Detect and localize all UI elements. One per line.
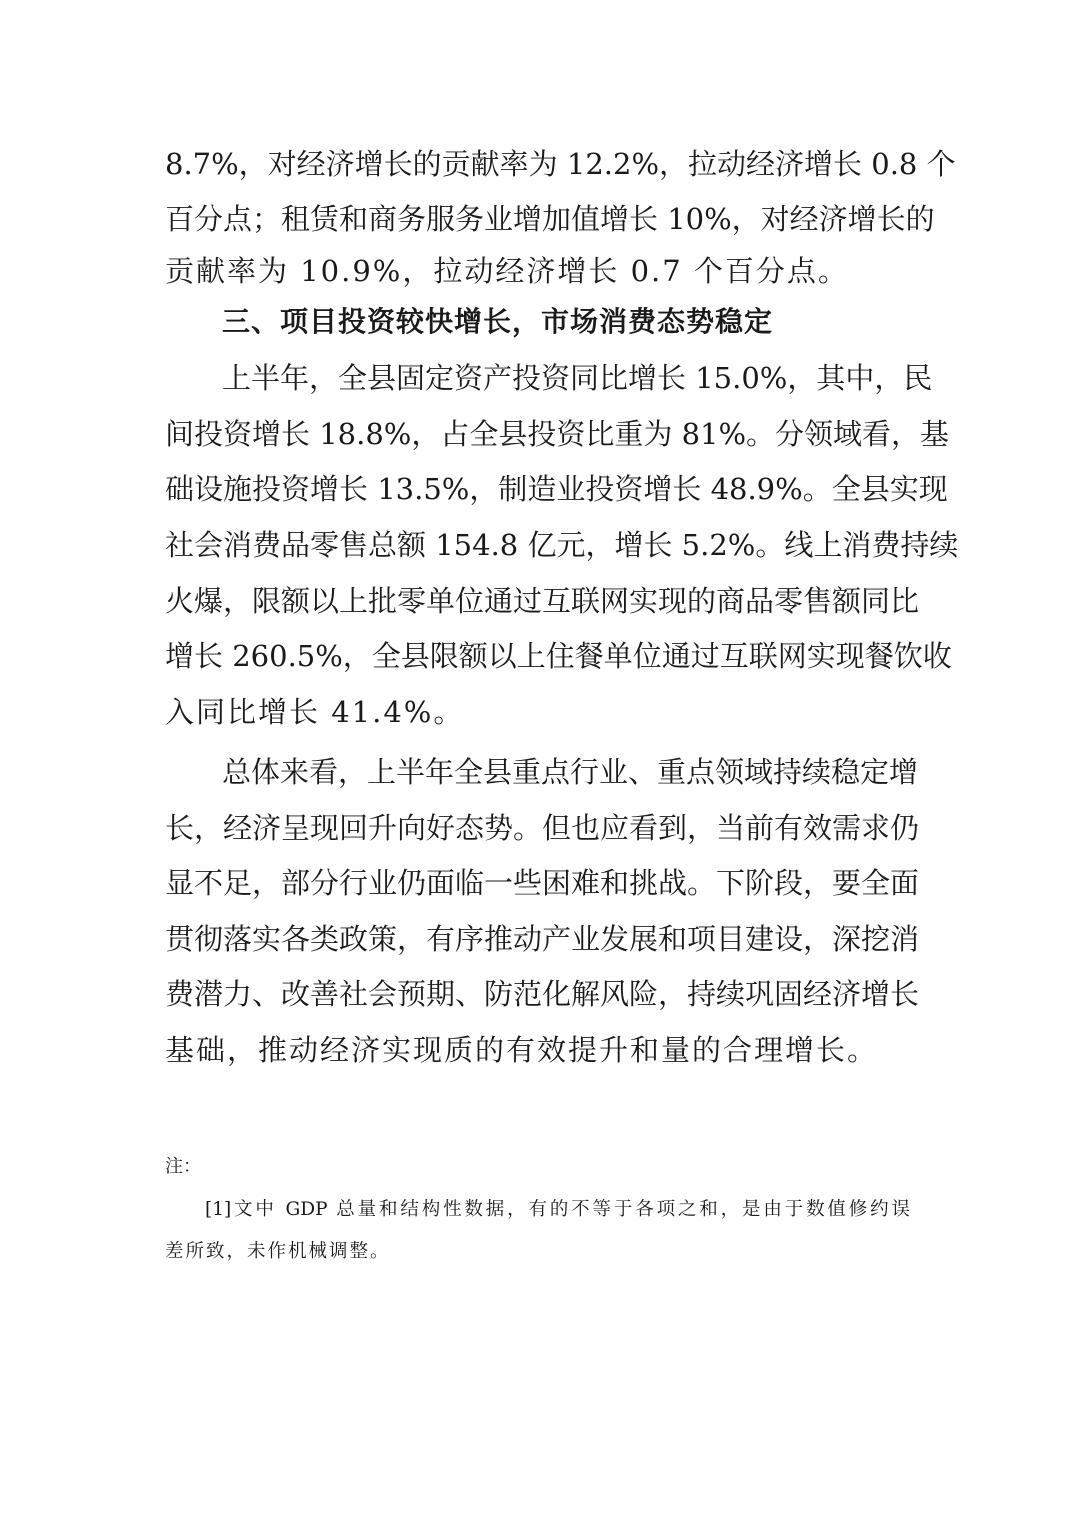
paragraph-2-line-3: 础设施投资增长 13.5%，制造业投资增长 48.9%。全县实现 [165,472,948,506]
paragraph-3-line-5: 费潜力、改善社会预期、防范化解风险，持续巩固经济增长 [165,977,920,1011]
section-heading: 三、项目投资较快增长，市场消费态势稳定 [222,305,774,338]
paragraph-2-line-5: 火爆，限额以上批零单位通过互联网实现的商品零售额同比 [165,584,920,618]
note-label: 注： [165,1156,201,1177]
paragraph-3-line-2: 长，经济呈现回升向好态势。但也应看到，当前有效需求仍 [165,811,920,845]
note-line-2: 差所致，未作机械调整。 [165,1241,391,1262]
paragraph-1-line-2: 百分点；租赁和商务服务业增加值增长 10%，对经济增长的 [165,202,935,236]
paragraph-1-line-3: 贡献率为 10.9%，拉动经济增长 0.7 个百分点。 [165,254,849,288]
paragraph-2-line-7: 入同比增长 41.4%。 [165,695,465,729]
paragraph-3-line-3: 显不足，部分行业仍面临一些困难和挑战。下阶段，要全面 [165,866,920,900]
paragraph-1-line-1: 8.7%，对经济增长的贡献率为 12.2%，拉动经济增长 0.8 个 [165,147,956,181]
paragraph-2-line-1: 上半年，全县固定资产投资同比增长 15.0%，其中，民 [222,361,933,395]
paragraph-3-line-4: 贯彻落实各类政策，有序推动产业发展和项目建设，深挖消 [165,922,920,956]
note-line-1: [1]文中 GDP 总量和结构性数据，有的不等于各项之和，是由于数值修约误 [205,1199,910,1220]
paragraph-3-line-6: 基础，推动经济实现质的有效提升和量的合理增长。 [165,1033,879,1067]
paragraph-2-line-4: 社会消费品零售总额 154.8 亿元，增长 5.2%。线上消费持续 [165,528,959,562]
paragraph-3-line-1: 总体来看，上半年全县重点行业、重点领域持续稳定增 [222,755,919,789]
paragraph-2-line-6: 增长 260.5%，全县限额以上住餐单位通过互联网实现餐饮收 [165,639,952,673]
paragraph-2-line-2: 间投资增长 18.8%，占全县投资比重为 81%。分领域看，基 [165,417,950,451]
